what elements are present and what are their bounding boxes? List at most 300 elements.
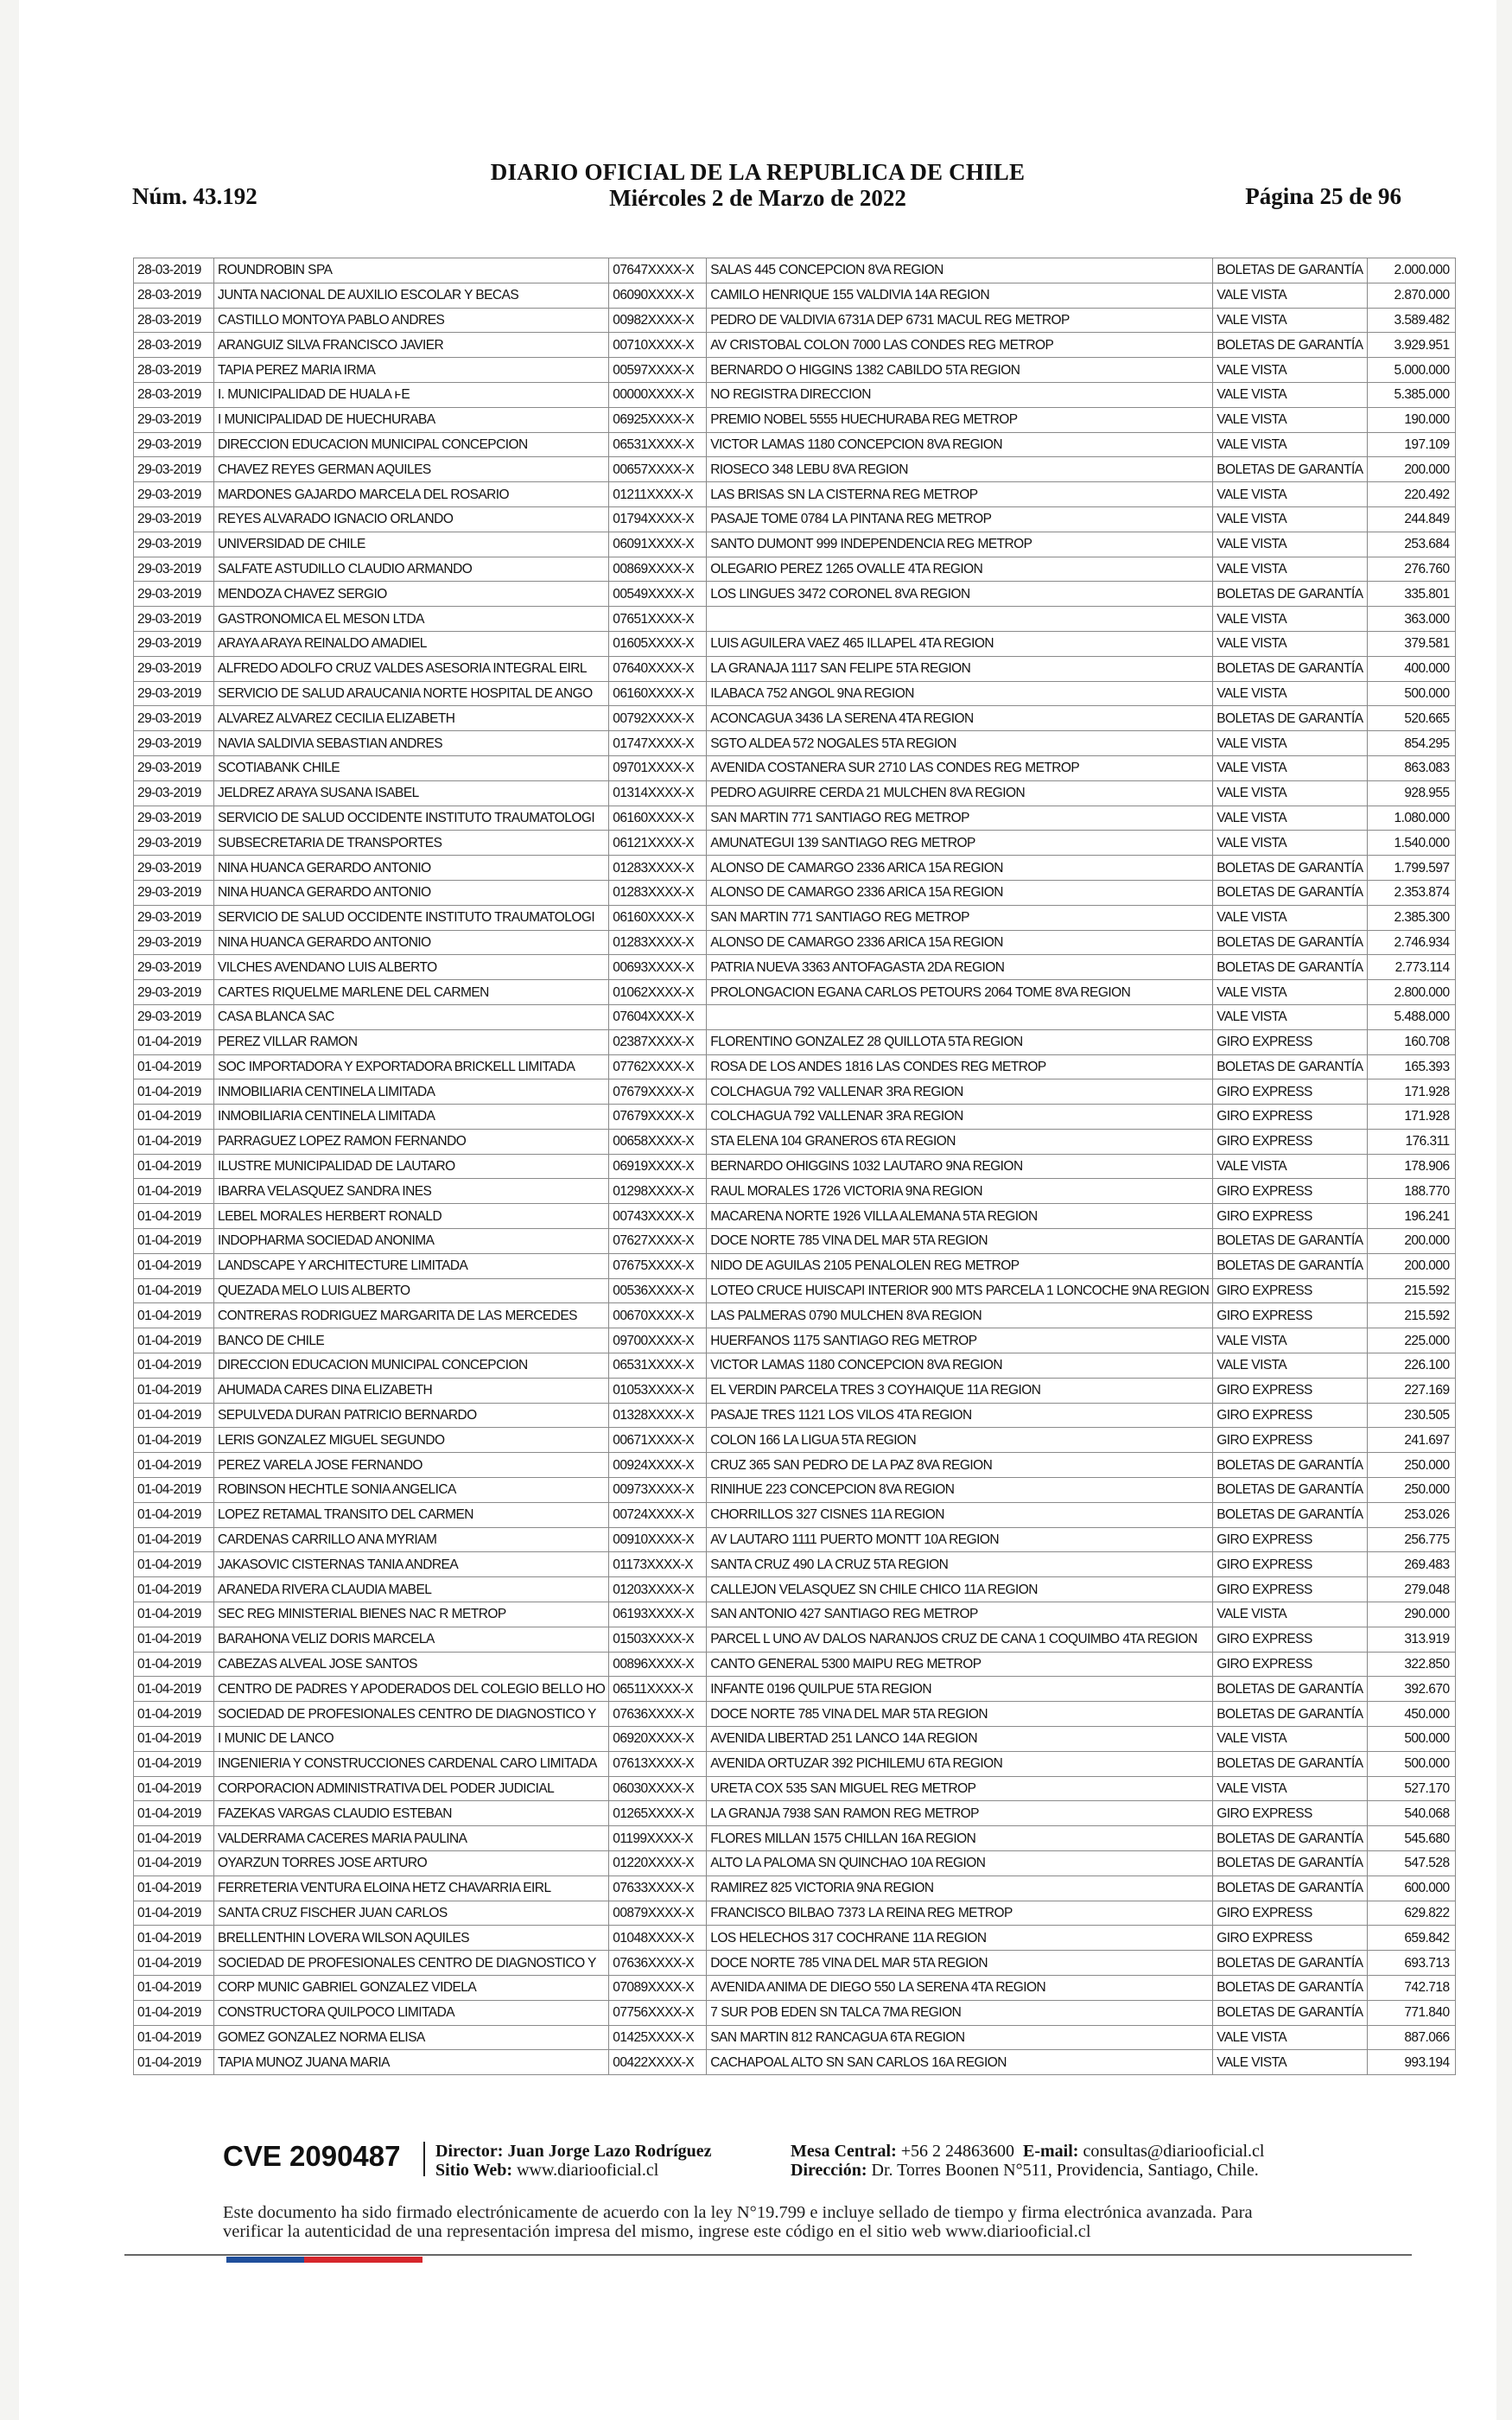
type-cell: GIRO EXPRESS	[1213, 1204, 1367, 1229]
rut-cell: 06919XXXX-X	[609, 1154, 707, 1179]
date-cell: 01-04-2019	[134, 1801, 214, 1826]
site-link[interactable]: www.diariooficial.cl	[517, 2161, 659, 2180]
table-row	[134, 880, 1456, 905]
amount-cell: 629.822	[1367, 1901, 1455, 1926]
address-cell: ALONSO DE CAMARGO 2336 ARICA 15A REGION	[707, 856, 1213, 881]
name-cell: IBARRA VELASQUEZ SANDRA INES	[214, 1179, 609, 1204]
address-cell: AMUNATEGUI 139 SANTIAGO REG METROP	[707, 831, 1213, 856]
rut-cell: 09700XXXX-X	[609, 1328, 707, 1353]
table-row	[134, 1129, 1456, 1154]
rut-cell: 06511XXXX-X	[609, 1677, 707, 1702]
date-cell: 01-04-2019	[134, 1129, 214, 1154]
type-cell: GIRO EXPRESS	[1213, 1303, 1367, 1328]
address-cell: LAS BRISAS SN LA CISTERNA REG METROP	[707, 482, 1213, 507]
date-cell: 29-03-2019	[134, 930, 214, 955]
type-cell: BOLETAS DE GARANTÍA	[1213, 1502, 1367, 1527]
date-cell: 01-04-2019	[134, 1478, 214, 1503]
rut-cell: 01283XXXX-X	[609, 856, 707, 881]
table-row	[134, 1403, 1456, 1428]
records-table-body	[134, 258, 1456, 2075]
type-cell: VALE VISTA	[1213, 432, 1367, 457]
address-cell: ALTO LA PALOMA SN QUINCHAO 10A REGION	[707, 1851, 1213, 1876]
amount-cell: 363.000	[1367, 607, 1455, 632]
address-cell: EL VERDIN PARCELA TRES 3 COYHAIQUE 11A REGION	[707, 1378, 1213, 1403]
amount-cell: 276.760	[1367, 557, 1455, 582]
type-cell: GIRO EXPRESS	[1213, 1129, 1367, 1154]
amount-cell: 171.928	[1367, 1105, 1455, 1130]
type-cell: GIRO EXPRESS	[1213, 1926, 1367, 1951]
type-cell: BOLETAS DE GARANTÍA	[1213, 457, 1367, 482]
table-row	[134, 1229, 1456, 1254]
table-row	[134, 1179, 1456, 1204]
table-row	[134, 780, 1456, 806]
rut-cell: 00869XXXX-X	[609, 557, 707, 582]
name-cell: LEBEL MORALES HERBERT RONALD	[214, 1204, 609, 1229]
name-cell: NINA HUANCA GERARDO ANTONIO	[214, 930, 609, 955]
rut-cell: 01283XXXX-X	[609, 930, 707, 955]
table-row	[134, 930, 1456, 955]
amount-cell: 171.928	[1367, 1079, 1455, 1105]
date-cell: 29-03-2019	[134, 631, 214, 656]
type-cell: VALE VISTA	[1213, 1154, 1367, 1179]
name-cell: SERVICIO DE SALUD ARAUCANIA NORTE HOSPITAL DE ANGO	[214, 681, 609, 706]
date-cell: 01-04-2019	[134, 1926, 214, 1951]
date-cell: 01-04-2019	[134, 1428, 214, 1453]
table-row	[134, 1278, 1456, 1303]
date-cell: 01-04-2019	[134, 1901, 214, 1926]
name-cell: ARANGUIZ SILVA FRANCISCO JAVIER	[214, 333, 609, 358]
name-cell: CENTRO DE PADRES Y APODERADOS DEL COLEGIO BELLO HO	[214, 1677, 609, 1702]
table-row	[134, 506, 1456, 532]
date-cell: 29-03-2019	[134, 582, 214, 607]
type-cell: GIRO EXPRESS	[1213, 1179, 1367, 1204]
date-cell: 28-03-2019	[134, 258, 214, 283]
address-cell: SANTO DUMONT 999 INDEPENDENCIA REG METROP	[707, 532, 1213, 557]
address-cell: SAN MARTIN 812 RANCAGUA 6TA REGION	[707, 2025, 1213, 2050]
rut-cell: 07679XXXX-X	[609, 1105, 707, 1130]
table-row	[134, 1502, 1456, 1527]
rut-cell: 07604XXXX-X	[609, 1004, 707, 1029]
amount-cell: 160.708	[1367, 1029, 1455, 1054]
amount-cell: 2.385.300	[1367, 905, 1455, 930]
date-cell: 28-03-2019	[134, 333, 214, 358]
date-cell: 29-03-2019	[134, 706, 214, 731]
amount-cell: 269.483	[1367, 1552, 1455, 1577]
name-cell: AHUMADA CARES DINA ELIZABETH	[214, 1378, 609, 1403]
amount-cell: 2.746.934	[1367, 930, 1455, 955]
type-cell: VALE VISTA	[1213, 1727, 1367, 1752]
name-cell: SUBSECRETARIA DE TRANSPORTES	[214, 831, 609, 856]
records-table	[133, 258, 1456, 2075]
address-cell: DOCE NORTE 785 VINA DEL MAR 5TA REGION	[707, 1229, 1213, 1254]
table-row	[134, 333, 1456, 358]
type-cell: BOLETAS DE GARANTÍA	[1213, 1677, 1367, 1702]
table-row	[134, 1727, 1456, 1752]
date-cell: 01-04-2019	[134, 2050, 214, 2075]
address-cell: BERNARDO O HIGGINS 1382 CABILDO 5TA REGION	[707, 358, 1213, 383]
name-cell: I MUNIC DE LANCO	[214, 1727, 609, 1752]
date-cell: 29-03-2019	[134, 905, 214, 930]
address-cell: SGTO ALDEA 572 NOGALES 5TA REGION	[707, 731, 1213, 756]
table-row	[134, 557, 1456, 582]
mesa-label: Mesa Central:	[791, 2142, 897, 2161]
amount-cell: 279.048	[1367, 1577, 1455, 1602]
type-cell: BOLETAS DE GARANTÍA	[1213, 1751, 1367, 1776]
type-cell: VALE VISTA	[1213, 1776, 1367, 1801]
name-cell: INGENIERIA Y CONSTRUCCIONES CARDENAL CARO LIMITADA	[214, 1751, 609, 1776]
date-cell: 01-04-2019	[134, 1527, 214, 1552]
table-row	[134, 1975, 1456, 2000]
amount-cell: 887.066	[1367, 2025, 1455, 2050]
table-row	[134, 1577, 1456, 1602]
address-cell: PREMIO NOBEL 5555 HUECHURABA REG METROP	[707, 407, 1213, 432]
rut-cell: 06160XXXX-X	[609, 806, 707, 831]
amount-cell: 854.295	[1367, 731, 1455, 756]
rut-cell: 02387XXXX-X	[609, 1029, 707, 1054]
rut-cell: 01314XXXX-X	[609, 780, 707, 806]
rut-cell: 00671XXXX-X	[609, 1428, 707, 1453]
amount-cell: 5.000.000	[1367, 358, 1455, 383]
type-cell: BOLETAS DE GARANTÍA	[1213, 1229, 1367, 1254]
date-cell: 28-03-2019	[134, 308, 214, 333]
type-cell: BOLETAS DE GARANTÍA	[1213, 582, 1367, 607]
rut-cell: 06090XXXX-X	[609, 283, 707, 308]
amount-cell: 241.697	[1367, 1428, 1455, 1453]
amount-cell: 256.775	[1367, 1527, 1455, 1552]
name-cell: BARAHONA VELIZ DORIS MARCELA	[214, 1627, 609, 1652]
email-label: E-mail:	[1023, 2142, 1079, 2161]
amount-cell: 165.393	[1367, 1054, 1455, 1079]
type-cell: BOLETAS DE GARANTÍA	[1213, 1702, 1367, 1727]
table-row	[134, 656, 1456, 681]
table-row	[134, 482, 1456, 507]
rut-cell: 01053XXXX-X	[609, 1378, 707, 1403]
table-row	[134, 731, 1456, 756]
amount-cell: 2.870.000	[1367, 283, 1455, 308]
address-cell: FRANCISCO BILBAO 7373 LA REINA REG METROP	[707, 1901, 1213, 1926]
email-link[interactable]: consultas@diariooficial.cl	[1083, 2142, 1265, 2161]
table-row	[134, 457, 1456, 482]
table-row	[134, 980, 1456, 1005]
signature-notice: Este documento ha sido firmado electrónicamente de acuerdo con la ley N°19.799 e incluye sellado de tiempo y firma electrónica avanzada. Para verificar la autenticidad de una representación impresa del mismo, ingrese este código en el sitio web www.diariooficial.cl	[223, 2203, 1253, 2241]
name-cell: ARANEDA RIVERA CLAUDIA MABEL	[214, 1577, 609, 1602]
rut-cell: 01283XXXX-X	[609, 880, 707, 905]
amount-cell: 3.589.482	[1367, 308, 1455, 333]
name-cell: SCOTIABANK CHILE	[214, 755, 609, 780]
date-cell: 29-03-2019	[134, 607, 214, 632]
amount-cell: 200.000	[1367, 457, 1455, 482]
name-cell: ILUSTRE MUNICIPALIDAD DE LAUTARO	[214, 1154, 609, 1179]
amount-cell: 500.000	[1367, 1727, 1455, 1752]
type-cell: VALE VISTA	[1213, 1328, 1367, 1353]
rut-cell: 00982XXXX-X	[609, 308, 707, 333]
name-cell: FAZEKAS VARGAS CLAUDIO ESTEBAN	[214, 1801, 609, 1826]
date-cell: 01-04-2019	[134, 1975, 214, 2000]
address-cell: OLEGARIO PEREZ 1265 OVALLE 4TA REGION	[707, 557, 1213, 582]
address-cell	[707, 607, 1213, 632]
date-cell: 01-04-2019	[134, 1502, 214, 1527]
amount-cell: 253.684	[1367, 532, 1455, 557]
name-cell: NAVIA SALDIVIA SEBASTIAN ANDRES	[214, 731, 609, 756]
address-cell: AV LAUTARO 1111 PUERTO MONTT 10A REGION	[707, 1527, 1213, 1552]
type-cell: VALE VISTA	[1213, 806, 1367, 831]
amount-cell: 863.083	[1367, 755, 1455, 780]
name-cell: GASTRONOMICA EL MESON LTDA	[214, 607, 609, 632]
amount-cell: 250.000	[1367, 1453, 1455, 1478]
address-cell: ACONCAGUA 3436 LA SERENA 4TA REGION	[707, 706, 1213, 731]
name-cell: CORPORACION ADMINISTRATIVA DEL PODER JUDICIAL	[214, 1776, 609, 1801]
type-cell: BOLETAS DE GARANTÍA	[1213, 1826, 1367, 1851]
amount-cell: 230.505	[1367, 1403, 1455, 1428]
type-cell: VALE VISTA	[1213, 2025, 1367, 2050]
table-row	[134, 283, 1456, 308]
rut-cell: 06531XXXX-X	[609, 1353, 707, 1379]
rut-cell: 07647XXXX-X	[609, 258, 707, 283]
address-cell: INFANTE 0196 QUILPUE 5TA REGION	[707, 1677, 1213, 1702]
address-cell: PASAJE TRES 1121 LOS VILOS 4TA REGION	[707, 1403, 1213, 1428]
rut-cell: 01048XXXX-X	[609, 1926, 707, 1951]
rut-cell: 01199XXXX-X	[609, 1826, 707, 1851]
address-cell: DOCE NORTE 785 VINA DEL MAR 5TA REGION	[707, 1702, 1213, 1727]
table-row	[134, 1054, 1456, 1079]
type-cell: GIRO EXPRESS	[1213, 1801, 1367, 1826]
rut-cell: 01211XXXX-X	[609, 482, 707, 507]
table-row	[134, 856, 1456, 881]
rut-cell: 01265XXXX-X	[609, 1801, 707, 1826]
amount-cell: 2.773.114	[1367, 955, 1455, 980]
rut-cell: 06160XXXX-X	[609, 905, 707, 930]
name-cell: LOPEZ RETAMAL TRANSITO DEL CARMEN	[214, 1502, 609, 1527]
date-cell: 29-03-2019	[134, 407, 214, 432]
type-cell: VALE VISTA	[1213, 308, 1367, 333]
type-cell: GIRO EXPRESS	[1213, 1428, 1367, 1453]
type-cell: VALE VISTA	[1213, 1353, 1367, 1379]
type-cell: GIRO EXPRESS	[1213, 1527, 1367, 1552]
type-cell: VALE VISTA	[1213, 831, 1367, 856]
name-cell: PEREZ VARELA JOSE FERNANDO	[214, 1453, 609, 1478]
amount-cell: 226.100	[1367, 1353, 1455, 1379]
table-row	[134, 258, 1456, 283]
address-cell: LA GRANAJA 1117 SAN FELIPE 5TA REGION	[707, 656, 1213, 681]
name-cell: VALDERRAMA CACERES MARIA PAULINA	[214, 1826, 609, 1851]
date-cell: 01-04-2019	[134, 1751, 214, 1776]
address-cell: SALAS 445 CONCEPCION 8VA REGION	[707, 258, 1213, 283]
date-cell: 29-03-2019	[134, 557, 214, 582]
table-row	[134, 831, 1456, 856]
amount-cell: 200.000	[1367, 1253, 1455, 1278]
amount-cell: 742.718	[1367, 1975, 1455, 2000]
footer-rule	[124, 2254, 1412, 2256]
name-cell: DIRECCION EDUCACION MUNICIPAL CONCEPCION	[214, 1353, 609, 1379]
address-cell: COLON 166 LA LIGUA 5TA REGION	[707, 1428, 1213, 1453]
type-cell: BOLETAS DE GARANTÍA	[1213, 1054, 1367, 1079]
date-cell: 01-04-2019	[134, 2000, 214, 2025]
table-row	[134, 1527, 1456, 1552]
name-cell: CONSTRUCTORA QUILPOCO LIMITADA	[214, 2000, 609, 2025]
date-cell: 01-04-2019	[134, 1851, 214, 1876]
name-cell: NINA HUANCA GERARDO ANTONIO	[214, 856, 609, 881]
address-cell: LOS HELECHOS 317 COCHRANE 11A REGION	[707, 1926, 1213, 1951]
rut-cell: 01328XXXX-X	[609, 1403, 707, 1428]
type-cell: BOLETAS DE GARANTÍA	[1213, 1453, 1367, 1478]
date-cell: 01-04-2019	[134, 1826, 214, 1851]
rut-cell: 07636XXXX-X	[609, 1951, 707, 1976]
date-cell: 01-04-2019	[134, 1029, 214, 1054]
amount-cell: 313.919	[1367, 1627, 1455, 1652]
address-cell: VICTOR LAMAS 1180 CONCEPCION 8VA REGION	[707, 1353, 1213, 1379]
table-row	[134, 1751, 1456, 1776]
rut-cell: 07613XXXX-X	[609, 1751, 707, 1776]
date-cell: 29-03-2019	[134, 955, 214, 980]
rut-cell: 07636XXXX-X	[609, 1702, 707, 1727]
rut-cell: 09701XXXX-X	[609, 755, 707, 780]
flag-bar-blue	[226, 2257, 304, 2263]
type-cell: BOLETAS DE GARANTÍA	[1213, 333, 1367, 358]
amount-cell: 450.000	[1367, 1702, 1455, 1727]
amount-cell: 244.849	[1367, 506, 1455, 532]
table-row	[134, 681, 1456, 706]
rut-cell: 07651XXXX-X	[609, 607, 707, 632]
footer-divider	[423, 2142, 425, 2176]
amount-cell: 520.665	[1367, 706, 1455, 731]
amount-cell: 176.311	[1367, 1129, 1455, 1154]
mesa-phone: +56 2 24863600	[900, 2142, 1015, 2161]
type-cell: BOLETAS DE GARANTÍA	[1213, 2000, 1367, 2025]
date-cell: 29-03-2019	[134, 806, 214, 831]
amount-cell: 215.592	[1367, 1303, 1455, 1328]
issue-number: Núm. 43.192	[132, 183, 257, 209]
name-cell: TAPIA PEREZ MARIA IRMA	[214, 358, 609, 383]
table-row	[134, 1677, 1456, 1702]
amount-cell: 659.842	[1367, 1926, 1455, 1951]
address-cell: URETA COX 535 SAN MIGUEL REG METROP	[707, 1776, 1213, 1801]
amount-cell: 253.026	[1367, 1502, 1455, 1527]
type-cell: VALE VISTA	[1213, 407, 1367, 432]
name-cell: INMOBILIARIA CENTINELA LIMITADA	[214, 1105, 609, 1130]
address-cell: LOS LINGUES 3472 CORONEL 8VA REGION	[707, 582, 1213, 607]
name-cell: BRELLENTHIN LOVERA WILSON AQUILES	[214, 1926, 609, 1951]
rut-cell: 00422XXXX-X	[609, 2050, 707, 2075]
amount-cell: 1.080.000	[1367, 806, 1455, 831]
address-cell: CALLEJON VELASQUEZ SN CHILE CHICO 11A REGION	[707, 1577, 1213, 1602]
amount-cell: 500.000	[1367, 681, 1455, 706]
name-cell: CONTRERAS RODRIGUEZ MARGARITA DE LAS MERCEDES	[214, 1303, 609, 1328]
name-cell: CASTILLO MONTOYA PABLO ANDRES	[214, 308, 609, 333]
amount-cell: 227.169	[1367, 1378, 1455, 1403]
address-label: Dirección:	[791, 2161, 867, 2180]
date-cell: 29-03-2019	[134, 856, 214, 881]
table-row	[134, 1951, 1456, 1976]
table-row	[134, 2025, 1456, 2050]
address-cell: SAN ANTONIO 427 SANTIAGO REG METROP	[707, 1602, 1213, 1627]
rut-cell: 00536XXXX-X	[609, 1278, 707, 1303]
date-cell: 29-03-2019	[134, 880, 214, 905]
type-cell: GIRO EXPRESS	[1213, 1029, 1367, 1054]
date-cell: 29-03-2019	[134, 656, 214, 681]
table-row	[134, 706, 1456, 731]
amount-cell: 540.068	[1367, 1801, 1455, 1826]
address-cell: CANTO GENERAL 5300 MAIPU REG METROP	[707, 1652, 1213, 1677]
name-cell: CASA BLANCA SAC	[214, 1004, 609, 1029]
type-cell: VALE VISTA	[1213, 731, 1367, 756]
rut-cell: 07762XXXX-X	[609, 1054, 707, 1079]
footer-contact-block	[791, 2142, 1264, 2180]
name-cell: SOCIEDAD DE PROFESIONALES CENTRO DE DIAGNOSTICO Y	[214, 1702, 609, 1727]
address-cell: AV CRISTOBAL COLON 7000 LAS CONDES REG METROP	[707, 333, 1213, 358]
name-cell: ROBINSON HECHTLE SONIA ANGELICA	[214, 1478, 609, 1503]
name-cell: BANCO DE CHILE	[214, 1328, 609, 1353]
rut-cell: 07633XXXX-X	[609, 1876, 707, 1901]
date-cell: 01-04-2019	[134, 1652, 214, 1677]
address-cell: SAN MARTIN 771 SANTIAGO REG METROP	[707, 806, 1213, 831]
rut-cell: 00658XXXX-X	[609, 1129, 707, 1154]
table-row	[134, 1105, 1456, 1130]
table-row	[134, 1876, 1456, 1901]
amount-cell: 220.492	[1367, 482, 1455, 507]
name-cell: DIRECCION EDUCACION MUNICIPAL CONCEPCION	[214, 432, 609, 457]
table-row	[134, 1378, 1456, 1403]
table-row	[134, 955, 1456, 980]
rut-cell: 00000XXXX-X	[609, 382, 707, 407]
rut-cell: 07756XXXX-X	[609, 2000, 707, 2025]
address-cell: FLORENTINO GONZALEZ 28 QUILLOTA 5TA REGION	[707, 1029, 1213, 1054]
address-cell: PATRIA NUEVA 3363 ANTOFAGASTA 2DA REGION	[707, 955, 1213, 980]
table-row	[134, 607, 1456, 632]
amount-cell: 196.241	[1367, 1204, 1455, 1229]
amount-cell: 600.000	[1367, 1876, 1455, 1901]
address-cell: ALONSO DE CAMARGO 2336 ARICA 15A REGION	[707, 930, 1213, 955]
date-cell: 01-04-2019	[134, 1627, 214, 1652]
issue-date: Miércoles 2 de Marzo de 2022	[609, 185, 906, 211]
amount-cell: 322.850	[1367, 1652, 1455, 1677]
date-cell: 29-03-2019	[134, 432, 214, 457]
date-cell: 01-04-2019	[134, 1303, 214, 1328]
table-row	[134, 407, 1456, 432]
rut-cell: 01747XXXX-X	[609, 731, 707, 756]
type-cell: GIRO EXPRESS	[1213, 1652, 1367, 1677]
address-cell: ILABACA 752 ANGOL 9NA REGION	[707, 681, 1213, 706]
date-cell: 01-04-2019	[134, 1253, 214, 1278]
type-cell: VALE VISTA	[1213, 681, 1367, 706]
name-cell: LANDSCAPE Y ARCHITECTURE LIMITADA	[214, 1253, 609, 1278]
rut-cell: 00879XXXX-X	[609, 1901, 707, 1926]
rut-cell: 01794XXXX-X	[609, 506, 707, 532]
address-cell: RINIHUE 223 CONCEPCION 8VA REGION	[707, 1478, 1213, 1503]
address-cell: NO REGISTRA DIRECCION	[707, 382, 1213, 407]
rut-cell: 06121XXXX-X	[609, 831, 707, 856]
name-cell: FERRETERIA VENTURA ELOINA HETZ CHAVARRIA EIRL	[214, 1876, 609, 1901]
amount-cell: 225.000	[1367, 1328, 1455, 1353]
rut-cell: 00924XXXX-X	[609, 1453, 707, 1478]
type-cell: GIRO EXPRESS	[1213, 1403, 1367, 1428]
name-cell: CORP MUNIC GABRIEL GONZALEZ VIDELA	[214, 1975, 609, 2000]
type-cell: GIRO EXPRESS	[1213, 1378, 1367, 1403]
date-cell: 29-03-2019	[134, 731, 214, 756]
name-cell: CABEZAS ALVEAL JOSE SANTOS	[214, 1652, 609, 1677]
amount-cell: 250.000	[1367, 1478, 1455, 1503]
date-cell: 29-03-2019	[134, 681, 214, 706]
address-cell: AVENIDA LIBERTAD 251 LANCO 14A REGION	[707, 1727, 1213, 1752]
rut-cell: 01062XXXX-X	[609, 980, 707, 1005]
type-cell: VALE VISTA	[1213, 382, 1367, 407]
rut-cell: 00724XXXX-X	[609, 1502, 707, 1527]
name-cell: TAPIA MUNOZ JUANA MARIA	[214, 2050, 609, 2075]
name-cell: LERIS GONZALEZ MIGUEL SEGUNDO	[214, 1428, 609, 1453]
name-cell: GOMEZ GONZALEZ NORMA ELISA	[214, 2025, 609, 2050]
address-cell: PASAJE TOME 0784 LA PINTANA REG METROP	[707, 506, 1213, 532]
name-cell: SOCIEDAD DE PROFESIONALES CENTRO DE DIAGNOSTICO Y	[214, 1951, 609, 1976]
table-row	[134, 1079, 1456, 1105]
